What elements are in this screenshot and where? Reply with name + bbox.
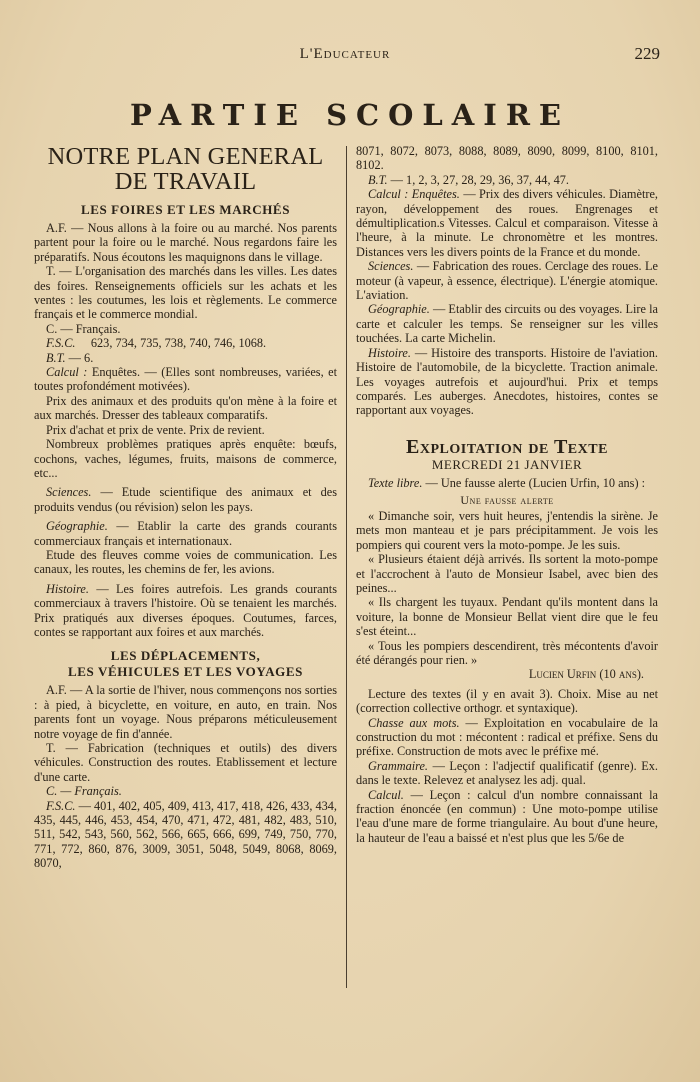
paragraph: C. — Français. <box>46 321 121 336</box>
paragraph <box>34 485 337 514</box>
bt-label: B.T. <box>46 350 66 365</box>
exploitation-date: MERCREDI 21 JANVIER <box>431 456 583 472</box>
calcul-label: Calcul : <box>46 365 88 380</box>
grammaire-text: — Leçon : l'adjectif qualificatif (genre). Ex. dans le texte. Relevez et analysez les adj. qual. <box>356 758 658 788</box>
geography-text: — Etablir la carte des grands courants commerciaux français et internationaux. <box>34 519 337 548</box>
right-column <box>356 144 658 845</box>
bt-line <box>356 173 658 187</box>
fsc-continuation: 8071, 8072, 8073, 8088, 8089, 8090, 8099, 8100, 8101, 8102. <box>356 144 658 173</box>
paragraph <box>356 346 658 418</box>
grammaire-label: Grammaire. <box>368 758 429 773</box>
sciences-text: — Etude scientifique des animaux et des produits vendus (ou révision) selon les pays. <box>34 485 338 514</box>
fsc-label: F.S.C. <box>46 798 76 813</box>
history-label: Histoire. <box>368 345 411 360</box>
paragraph <box>356 788 658 846</box>
paragraph: Prix des animaux et des produits qu'on mène à la foire et aux marchés. Dresser des tableaux comparatifs. <box>34 393 337 423</box>
geography-label: Géographie. <box>46 519 108 534</box>
section-heading-deplacements <box>34 648 337 680</box>
story-signature: Lucien Urfin (10 ans). <box>528 667 644 682</box>
article-title-line2: DE TRAVAIL <box>114 168 257 195</box>
texte-libre-label: Texte libre. <box>368 476 423 491</box>
bt-label: B.T. <box>368 172 388 187</box>
column-rule <box>346 146 347 988</box>
paragraph <box>356 187 658 259</box>
story-paragraph: « Dimanche soir, vers huit heures, j'entendis la sirène. Je mets mon manteau et je pars précipitamment. Je vois les pompiers qui courent vers la moto-pompe. Je les suis. <box>356 508 658 552</box>
paragraph: A.F. — A la sortie de l'hiver, nous commençons nos sorties : à pied, à bicyclette, en voiture, en auto, en train. Nos parents font un voyage. Nous préparons méticuleusement notre voyage de fin d'année. <box>34 683 337 741</box>
paragraph: Prix d'achat et prix de vente. Prix de revient. <box>46 422 265 437</box>
history-label: Histoire. <box>46 581 89 596</box>
story-paragraph: « Tous les pompiers descendirent, très mécontents d'avoir été dérangés pour rien. » <box>356 638 658 667</box>
story-paragraph: « Plusieurs étaient déjà arrivés. Ils sortent la moto-pompe et l'accrochent à l'auto de Monsieur Isabel, avec bien des peines... <box>356 552 658 595</box>
paragraph: A.F. — Nous allons à la foire ou au marché. Nos parents partent pour la foire ou le marché. Nous regardons faire les préparatifs. Nous écoutons les maquignons dans le village. <box>34 221 337 264</box>
section-heading-line2: LES VÉHICULES ET LES VOYAGES <box>68 664 303 680</box>
article-title <box>34 144 337 194</box>
calcul-text: Enquêtes. — (Elles sont nombreuses, variées, et toutes profondément motivées). <box>34 365 338 394</box>
bt-values: — 6. <box>68 350 94 365</box>
paragraph <box>356 716 658 759</box>
chasse-label: Chasse aux mots. <box>368 715 460 730</box>
chasse-text: — Exploitation en vocabulaire de la construction du mot : mécontent : radical et préfixe. Sens du préfixe. Construction de mots avec le préfixe mé. <box>356 715 658 759</box>
fsc-values: 623, 734, 735, 738, 740, 746, 1068. <box>90 336 267 351</box>
spacer <box>34 639 337 644</box>
calcul-text: — Prix des divers véhicules. Diamètre, rayon, développement des roues. Engrenages et démultiplication.s Vitesses. Calcul et comparaison. Vitesse à l'heure, à la minute. Le chronomètre et les montres. Distances vers les divers points de la France et du monde. <box>356 187 658 259</box>
sciences-label: Sciences. <box>368 259 414 274</box>
texte-libre-text: — Une fausse alerte (Lucien Urfin, 10 ans) : <box>425 476 646 491</box>
paragraph <box>34 784 337 798</box>
paragraph: Etude des fleuves comme voies de communication. Les canaux, les routes, les chemins de fer, les avions. <box>34 547 337 577</box>
fsc-line <box>34 336 337 350</box>
geography-text: — Etablir des circuits ou des voyages. Lire la carte et calculer les temps. Se renseigner sur les villes touchées. La carte Michelin. <box>356 302 658 346</box>
history-text: — Histoire des transports. Histoire de l'aviation. Histoire de l'automobile, de la bicyclette. Traction animale. Les voyages autrefois et aujourd'hui. Prix et temps comparés. Les auberges. Anecdotes, histoires, contes se rapportant aux voyages. <box>356 345 658 418</box>
fsc-label: F.S.C. <box>46 336 76 351</box>
paragraph <box>356 759 658 788</box>
francais-label: C. — Français. <box>46 784 122 799</box>
article-title-line1: NOTRE PLAN GENERAL <box>47 143 324 170</box>
section-heading-foires: LES FOIRES ET LES MARCHÉS <box>80 202 291 217</box>
story-paragraph: « Ils chargent les tuyaux. Pendant qu'ils montent dans la voiture, la bonne de Monsieur Bellat vient dire que le feu s'est éteint... <box>356 595 658 639</box>
paragraph: T. — L'organisation des marchés dans les villes. Les dates des foires. Renseignements officiels sur les achats et les ventes : les coutumes, les lois et règlements. Le commerce français et le commerce mondial. <box>34 264 337 322</box>
paragraph <box>34 365 337 394</box>
running-head <box>0 46 700 68</box>
paragraph <box>356 476 658 490</box>
page-number: 229 <box>634 44 660 63</box>
sciences-label: Sciences. <box>46 485 92 500</box>
paragraph <box>34 582 337 640</box>
exploitation-title: Exploitation de Texte <box>406 435 608 458</box>
paragraph <box>356 302 658 345</box>
bt-line <box>34 351 337 365</box>
left-column <box>34 144 337 871</box>
section-banner: PARTIE SCOLAIRE <box>129 98 571 132</box>
section-heading-line1: LES DÉPLACEMENTS, <box>110 648 261 664</box>
paragraph: Lecture des textes (il y en avait 3). Choix. Mise au net (correction collective orthogr. et syntaxique). <box>356 686 658 716</box>
spacer <box>356 418 658 436</box>
geography-label: Géographie. <box>368 302 430 317</box>
paragraph <box>34 519 337 548</box>
sciences-text: — Fabrication des roues. Cerclage des roues. Le moteur (à vapeur, à essence, électrique). L'énergie atomique. L'aviation. <box>356 259 659 303</box>
fsc-line <box>34 799 337 871</box>
fsc-values: — 401, 402, 405, 409, 413, 417, 418, 426, 433, 434, 435, 445, 446, 453, 454, 470, 471, 472, 481, 482, 483, 510, 511, 542, 543, 560, 562, 566, 665, 666, 699, 749, 750, 770, 771, 772, 860, 876, 3009, 3051, 5048, 5049, 8068, 8069, 8070, <box>34 798 337 871</box>
paragraph: Nombreux problèmes pratiques après enquête: bœufs, cochons, vaches, légumes, fruits, maisons de commerce, etc... <box>34 437 337 480</box>
story-title: Une fausse alerte <box>460 492 554 507</box>
calcul-lecon-label: Calcul. <box>368 787 404 802</box>
journal-title: L'Educateur <box>299 46 391 62</box>
paragraph: T. — Fabrication (techniques et outils) des divers véhicules. Construction des routes. Etablissement et lecture d'une carte. <box>34 741 337 784</box>
paragraph <box>356 259 658 302</box>
calcul-lecon-text: — Leçon : calcul d'un nombre connaissant la fraction énoncée (en commun) : Une moto-pompe utilise l'eau d'une mare de forme triangulaire. Au bout d'une heure, la hauteur de l'eau a baissé et n'est plus que les 5/6e de <box>356 787 658 845</box>
bt-values: — 1, 2, 3, 27, 28, 29, 36, 37, 44, 47. <box>390 172 569 187</box>
history-text: — Les foires autrefois. Les grands courants commerciaux à travers l'histoire. Où se tenaient les marchés. Prix pratiqués aux diverses époques. Coutumes, farces, contes se rapportant aux foires et aux marchés. <box>34 581 337 639</box>
calcul-label: Calcul : Enquêtes. <box>368 187 460 202</box>
